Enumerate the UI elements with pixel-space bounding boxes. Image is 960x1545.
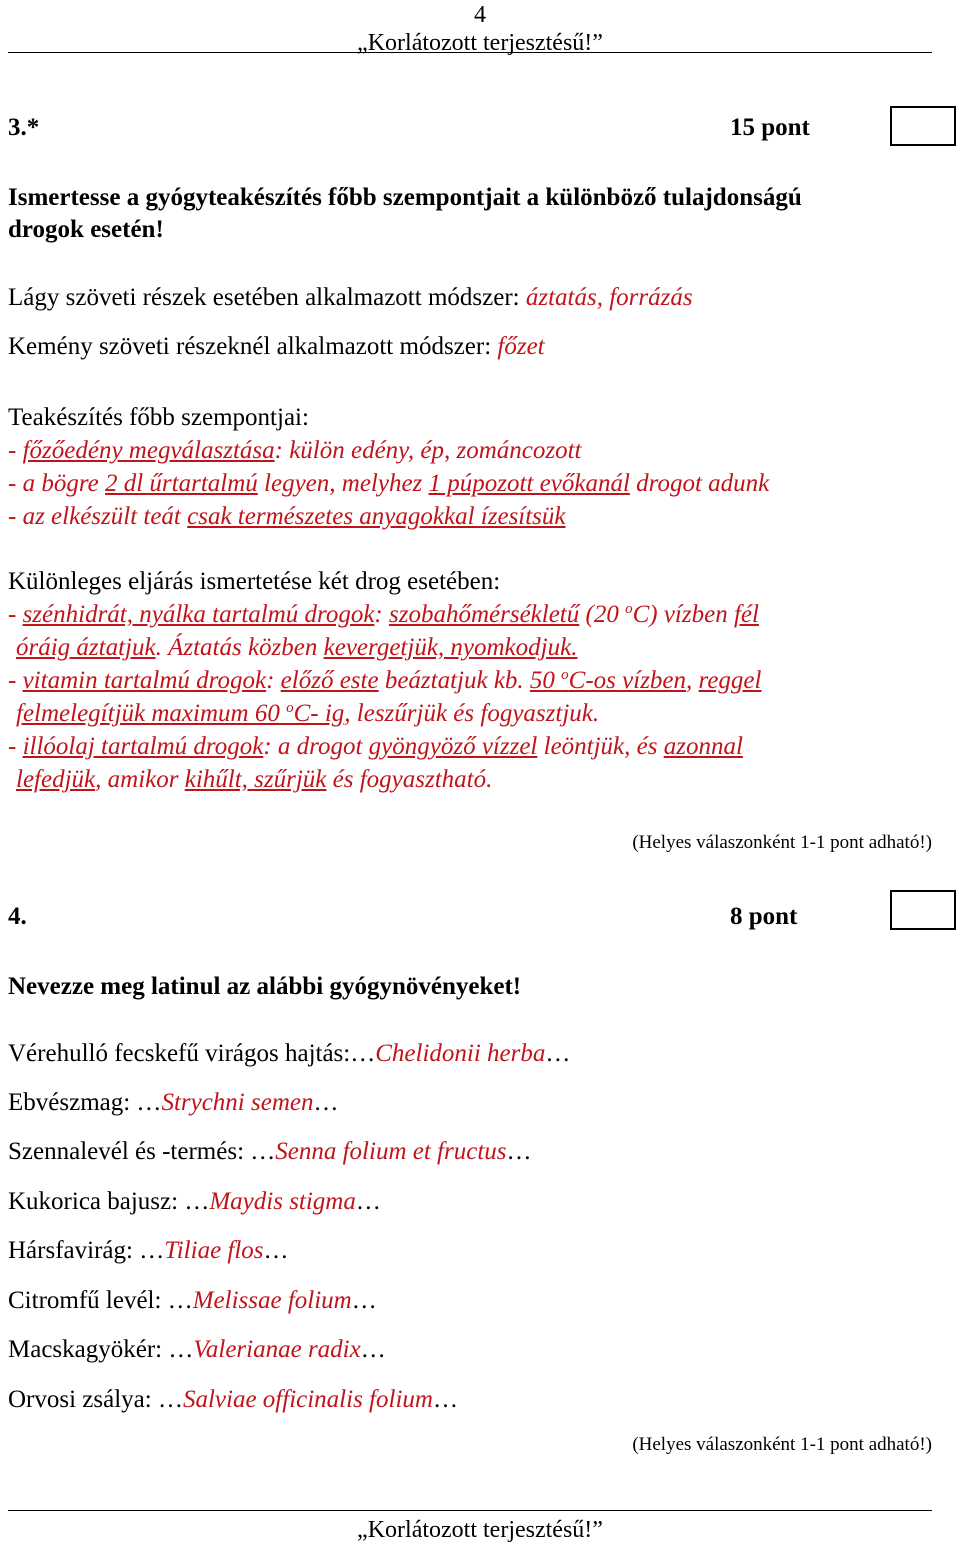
soft-tissue-answer: áztatás, forrázás [525, 284, 693, 311]
special-item-1-line2: óráig áztatjuk. Áztatás közben kevergetjük, nyomkodjuk. [16, 634, 578, 661]
special-item-3-line1: - illóolaj tartalmú drogok: a drogot gyöngyöző vízzel leöntjük, és azonnal [8, 733, 743, 760]
special-title: Különleges eljárás ismertetése két drog esetében: [8, 568, 501, 595]
plant-item-5: Hársfavirág: …Tiliae flos… [8, 1237, 289, 1264]
q3-hard-tissue-line [8, 331, 545, 363]
q3-prompt-line1: Ismertesse a gyógyteakészítés főbb szempontjait a különböző tulajdonságú [8, 184, 802, 211]
special-item-2-line1: - vitamin tartalmú drogok: előző este beáztatjuk kb. 50 $^o$C-os vízben, reggel [8, 667, 762, 694]
q4-prompt: Nevezze meg latinul az alábbi gyógynövényeket! [8, 973, 522, 1000]
hard-tissue-answer: főzet [497, 333, 545, 360]
q4-score-box[interactable] [890, 890, 956, 930]
plant-item-1: Vérehulló fecskefű virágos hajtás:…Chelidonii herba… [8, 1040, 571, 1067]
plant-item-8: Orvosi zsálya: …Salviae officinalis folium… [8, 1386, 458, 1413]
aspect-item-2: - a bögre 2 dl űrtartalmú legyen, melyhez 1 púpozott evőkanál drogot adunk [8, 470, 770, 497]
q4-scoring-note: (Helyes válaszonként 1-1 pont adható!) [632, 1434, 932, 1455]
q3-points: 15 pont [730, 114, 810, 141]
soft-tissue-label: Lágy szöveti részek esetében alkalmazott módszer: [8, 284, 526, 311]
q3-soft-tissue-line [8, 282, 693, 314]
plant-item-2: Ebvészmag: …Strychni semen… [8, 1089, 339, 1116]
q3-score-box[interactable] [890, 106, 956, 146]
q4-points: 8 pont [730, 903, 798, 930]
plant-item-4: Kukorica bajusz: …Maydis stigma… [8, 1188, 381, 1215]
header-rule [8, 52, 932, 53]
footer-rule [8, 1510, 932, 1511]
plant-item-7: Macskagyökér: …Valerianae radix… [8, 1336, 386, 1363]
q3-prompt-line2: drogok esetén! [8, 216, 164, 243]
plant-item-6: Citromfű levél: …Melissae folium… [8, 1287, 377, 1314]
plant-item-3: Szennalevél és -termés: …Senna folium et fructus… [8, 1138, 532, 1165]
footer-restricted-notice: „Korlátozott terjesztésű!” [357, 1517, 603, 1543]
page-number: 4 [474, 2, 486, 28]
q4-number: 4. [8, 903, 27, 930]
special-item-3-line2: lefedjük, amikor kihűlt, szűrjük és fogyasztható. [16, 766, 493, 793]
special-item-1-line1: - szénhidrát, nyálka tartalmú drogok: szobahőmérsékletű (20 $^o$C) vízben fél [8, 601, 759, 628]
q3-number: 3.* [8, 114, 40, 141]
header-restricted-notice: „Korlátozott terjesztésű!” [357, 30, 603, 56]
special-item-2-line2: felmelegítjük maximum 60 $^o$C- ig, leszűrjük és fogyasztjuk. [16, 700, 600, 727]
aspects-title: Teakészítés főbb szempontjai: [8, 404, 309, 431]
aspect-item-3: - az elkészült teát csak természetes anyagokkal ízesítsük [8, 503, 566, 530]
hard-tissue-label: Kemény szöveti részeknél alkalmazott módszer: [8, 333, 498, 360]
aspect-item-1: - főzőedény megválasztása: külön edény, ép, zománcozott [8, 437, 582, 464]
q3-scoring-note: (Helyes válaszonként 1-1 pont adható!) [632, 832, 932, 853]
